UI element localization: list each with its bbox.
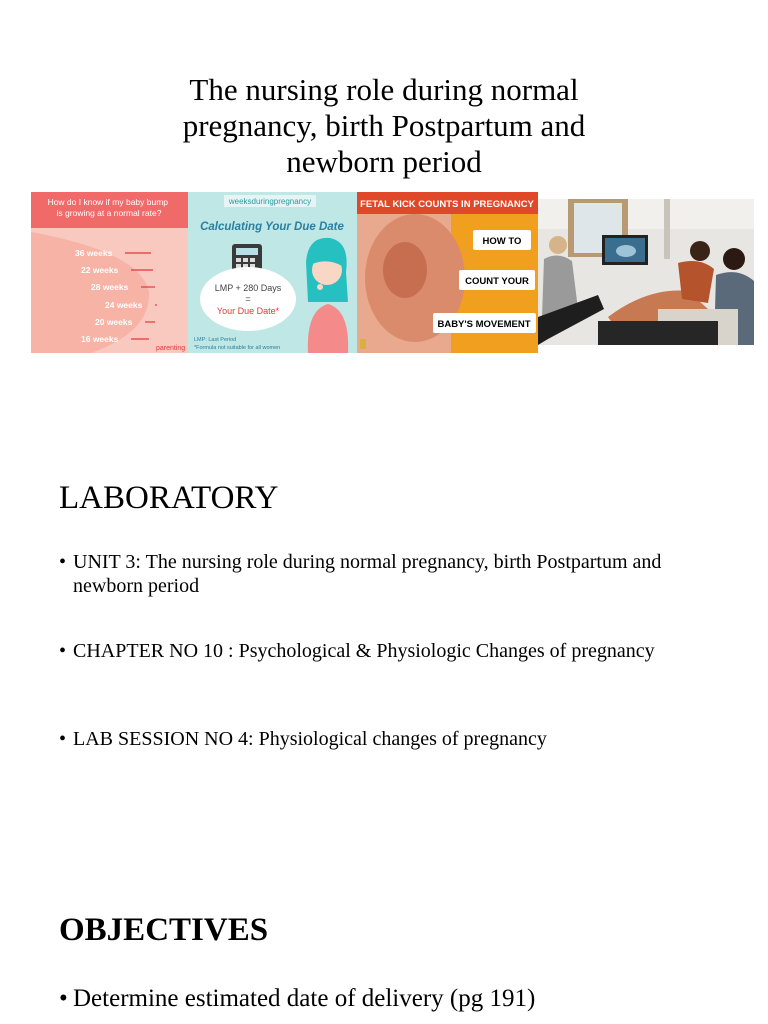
due-date-image [188, 192, 357, 353]
week-label: 16 weeks [81, 334, 119, 344]
bump-question-text: How do I know if my baby bump is growing at a normal rate? [47, 197, 169, 218]
week-label: 28 weeks [91, 282, 129, 292]
week-label: 20 weeks [95, 317, 133, 327]
list-item: • CHAPTER NO 10 : Psychological & Physiologic Changes of pregnancy [59, 639, 655, 663]
image-collage [31, 192, 754, 353]
parenting-brand: parenting [156, 345, 186, 352]
weeks-brand: weeksduringpregnancy [228, 197, 312, 206]
girl-illustration [306, 238, 348, 353]
kick-tag-3: BABY'S MOVEMENT [437, 319, 531, 330]
kick-banner: FETAL KICK COUNTS IN PREGNANCY [360, 199, 534, 210]
week-label: 22 weeks [81, 265, 119, 275]
page-title: The nursing role during normal pregnancy, birth Postpartum and newborn period [182, 72, 586, 179]
list-item: • LAB SESSION NO 4: Physiological changes of pregnancy [59, 727, 547, 751]
objectives-heading: OBJECTIVES [59, 912, 269, 948]
objectives-list [59, 984, 719, 1014]
list-item: • UNIT 3: The nursing role during normal pregnancy, birth Postpartum and newborn period [59, 550, 719, 598]
footnote-2: *Formula not suitable for all women [194, 345, 281, 351]
formula-line1: LMP + 280 Days [214, 283, 282, 293]
formula-eq: = [245, 294, 251, 304]
week-label: 36 weeks [75, 248, 113, 258]
formula-line2: Your Due Date* [216, 306, 280, 316]
week-label: 24 weeks [105, 300, 143, 310]
fetal-kick-image [357, 192, 538, 353]
list-item: • Determine estimated date of delivery (pg 191) [59, 984, 719, 1014]
kick-tag-1: HOW TO [482, 236, 522, 247]
ultrasound-photo [538, 199, 754, 345]
footnote-1: LMP: Last Period [194, 337, 237, 343]
baby-bump-image [31, 192, 188, 353]
due-date-heading: Calculating Your Due Date [200, 221, 344, 233]
laboratory-heading: LABORATORY [59, 480, 279, 516]
kick-tag-2: COUNT YOUR [465, 276, 529, 287]
